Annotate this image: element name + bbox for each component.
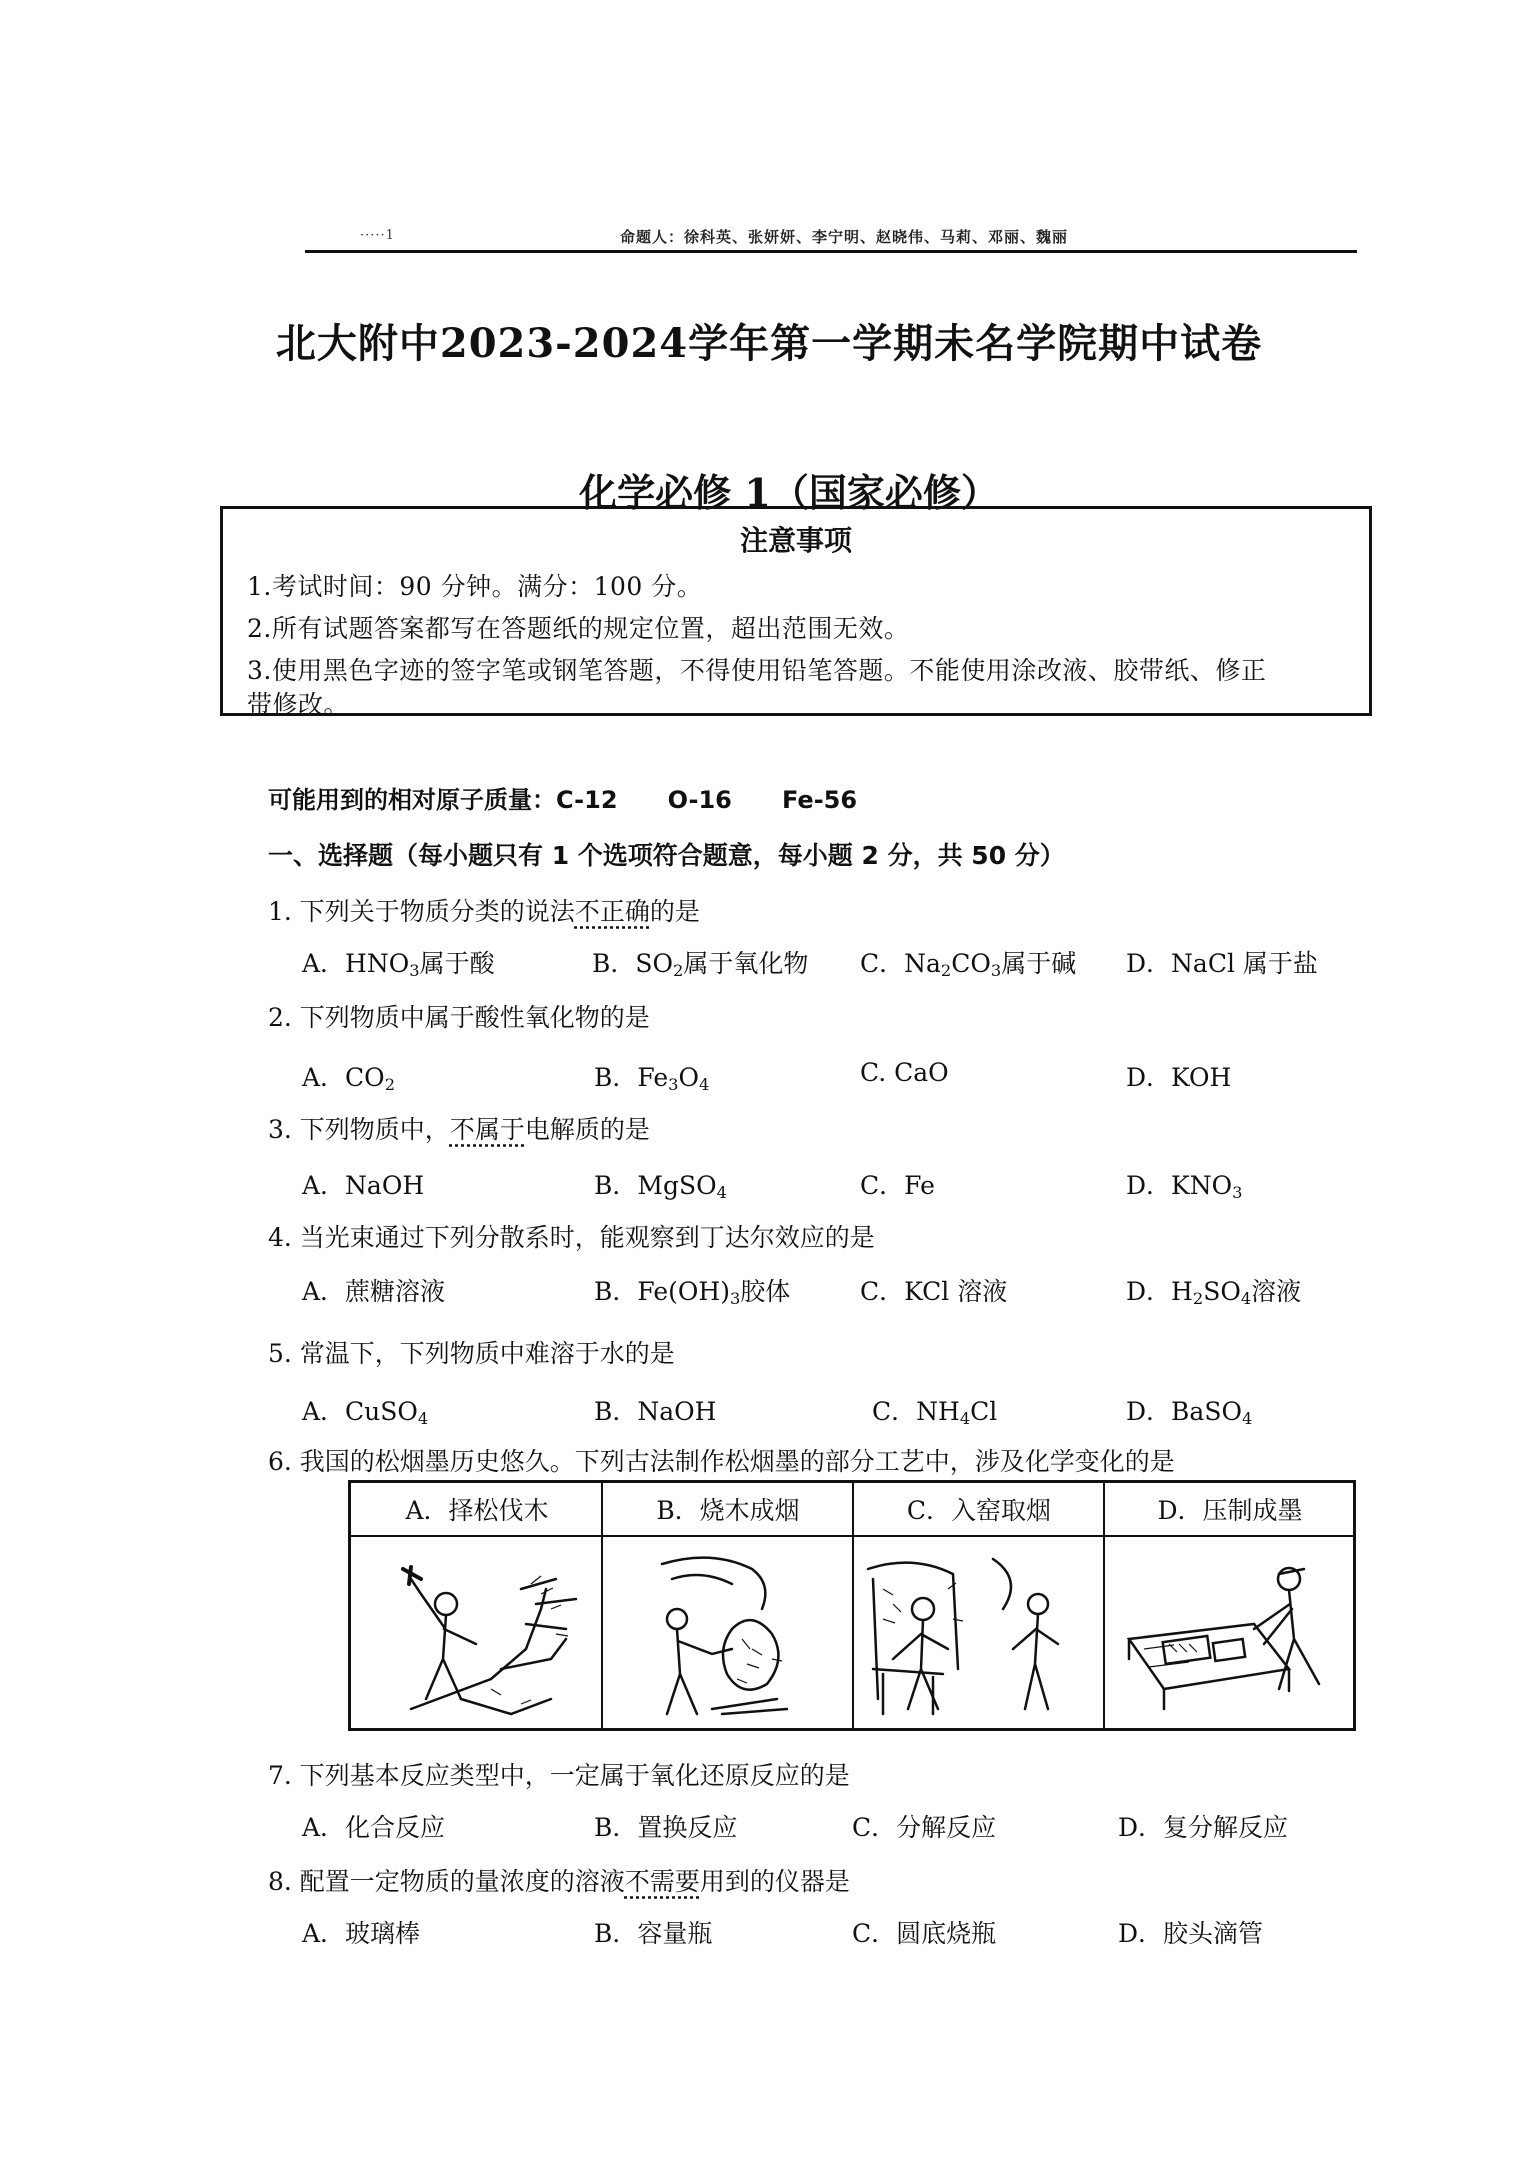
q7-option-b[interactable]: B．置换反应 <box>594 1813 738 1842</box>
section-heading: 一、选择题（每小题只有 1 个选项符合题意，每小题 2 分，共 50 分） <box>268 841 1065 870</box>
question-3-stem: 3. 下列物质中，不属于电解质的是 <box>268 1115 650 1144</box>
question-5-stem: 5. 常温下，下列物质中难溶于水的是 <box>268 1339 675 1368</box>
q5-option-d[interactable]: D．BaSO$_4$ <box>1126 1397 1253 1429</box>
q4-option-b[interactable]: B．$Fe(OH)_3$胶体 <box>594 1277 791 1309</box>
exam-title: 北大附中2023-2024学年第一学期未名学院期中试卷 <box>275 320 1263 367</box>
header-divider <box>305 250 1357 253</box>
question-1-stem <box>268 892 700 928</box>
q6-option-a[interactable]: A．择松伐木 <box>405 1496 549 1525</box>
notice-box <box>220 506 1372 719</box>
q7-option-a[interactable]: A．化合反应 <box>302 1813 446 1842</box>
q8-option-b[interactable]: B．容量瓶 <box>594 1919 713 1948</box>
q6-option-b[interactable]: B．烧木成烟 <box>656 1496 800 1525</box>
notice-line-2: 2.所有试题答案都写在答题纸的规定位置，超出范围无效。 <box>247 614 910 643</box>
notice-heading: 注意事项 <box>739 524 852 557</box>
question-8-stem: 8. 配置一定物质的量浓度的溶液不需要用到的仪器是 <box>268 1867 850 1896</box>
q7-option-d[interactable]: D．复分解反应 <box>1118 1813 1289 1842</box>
q6-option-c[interactable]: C．入窑取烟 <box>906 1496 1052 1525</box>
q2-option-b[interactable]: B．$Fe_3O_4$ <box>594 1063 710 1095</box>
table-divider <box>351 1535 1353 1537</box>
notice-line-4: 带修改。 <box>247 690 350 719</box>
q1-option-d[interactable]: D．NaCl 属于盐 <box>1126 949 1318 978</box>
q8-option-d[interactable]: D．胶头滴管 <box>1118 1919 1264 1948</box>
header-page-mark: ·····1 <box>360 228 395 243</box>
q4-option-c[interactable]: C．KCl 溶液 <box>860 1277 1008 1306</box>
q3-option-b[interactable]: B．MgSO$_4$ <box>594 1171 727 1203</box>
q3-stem-emph: 不属于 <box>449 1115 525 1144</box>
q1-option-a[interactable]: A．$HNO_3$属于酸 <box>302 949 495 981</box>
q2-option-c[interactable]: C. CaO <box>860 1058 949 1087</box>
question-2-stem: 2. 下列物质中属于酸性氧化物的是 <box>268 1003 650 1032</box>
pressing-ink-illustration <box>1104 1549 1354 1719</box>
exam-subtitle: 化学必修 1（国家必修） <box>579 470 999 515</box>
q6-process-table <box>348 1480 1356 1731</box>
q8-stem-emph: 不需要 <box>624 1867 700 1896</box>
question-4-stem: 4. 当光束通过下列分散系时，能观察到丁达尔效应的是 <box>268 1223 875 1252</box>
q5-option-a[interactable]: A．CuSO$_4$ <box>302 1397 429 1429</box>
q2-option-d[interactable]: D．KOH <box>1126 1063 1232 1092</box>
q4-option-d[interactable]: D．$H_2SO_4$溶液 <box>1126 1277 1302 1309</box>
q5-option-c[interactable]: C．$NH_4Cl$ <box>872 1397 998 1429</box>
notice-line-3: 3.使用黑色字迹的签字笔或钢笔答题，不得使用铅笔答题。不能使用涂改液、胶带纸、修正 <box>247 656 1267 685</box>
q1-stem-emph: 不正确 <box>574 897 650 926</box>
q1-option-b[interactable]: B．$SO_2$属于氧化物 <box>592 949 809 981</box>
q1-stem-pre: 1. 下列关于物质分类的说法 <box>268 897 575 926</box>
kiln-soot-illustration <box>853 1549 1103 1719</box>
q3-option-c[interactable]: C．Fe <box>860 1171 935 1200</box>
question-6-stem: 6. 我国的松烟墨历史悠久。下列古法制作松烟墨的部分工艺中，涉及化学变化的是 <box>268 1447 1175 1476</box>
felling-tree-illustration <box>351 1549 601 1719</box>
q1-option-c[interactable]: C．$Na_2CO_3$属于碱 <box>860 949 1077 981</box>
q8-option-a[interactable]: A．玻璃棒 <box>302 1919 421 1948</box>
q6-option-d[interactable]: D．压制成墨 <box>1157 1496 1303 1525</box>
header-authors: 命题人：徐科英、张妍妍、李宁明、赵晓伟、马莉、邓丽、魏丽 <box>620 228 1069 246</box>
burning-wood-illustration <box>602 1549 852 1719</box>
atomic-mass-line: 可能用到的相对原子质量：C-12 O-16 Fe-56 <box>268 786 858 814</box>
q1-stem-post: 的是 <box>649 897 700 926</box>
q3-option-d[interactable]: D．$KNO_3$ <box>1126 1171 1243 1203</box>
q3-option-a[interactable]: A．NaOH <box>302 1171 425 1200</box>
q2-option-a[interactable]: A．$CO_2$ <box>302 1063 396 1095</box>
question-7-stem: 7. 下列基本反应类型中，一定属于氧化还原反应的是 <box>268 1761 850 1790</box>
q8-option-c[interactable]: C．圆底烧瓶 <box>852 1919 997 1948</box>
q5-option-b[interactable]: B．NaOH <box>594 1397 717 1426</box>
q4-option-a[interactable]: A．蔗糖溶液 <box>302 1277 446 1306</box>
notice-line-1: 1.考试时间：90 分钟。满分：100 分。 <box>247 572 703 601</box>
q7-option-c[interactable]: C．分解反应 <box>852 1813 997 1842</box>
